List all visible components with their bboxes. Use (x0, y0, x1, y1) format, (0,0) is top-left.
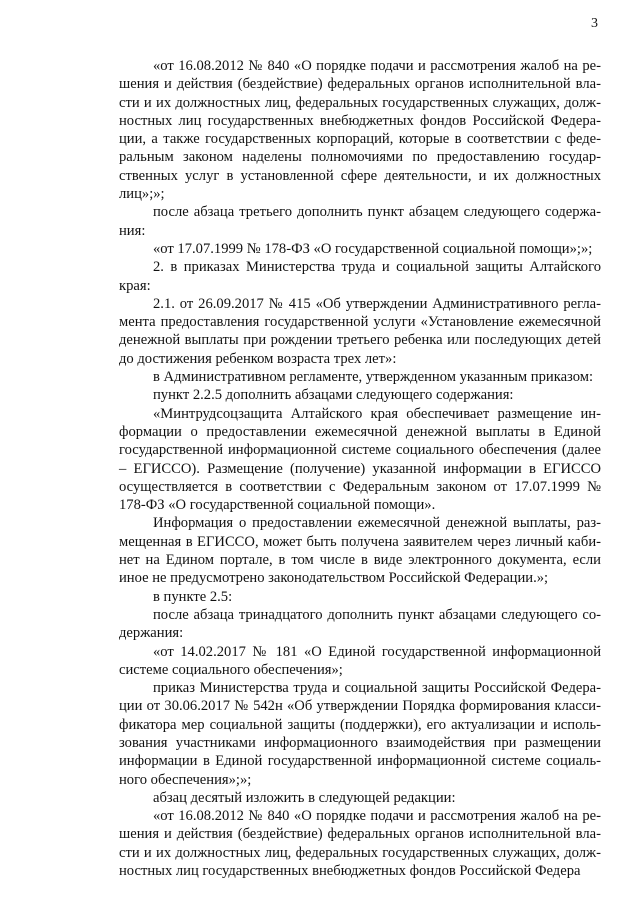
paragraph-14: абзац десятый изложить в следующей редакции: (153, 789, 456, 806)
page-number: 3 (591, 16, 598, 31)
paragraph-3: «от 17.07.1999 № 178-ФЗ «О государственной социальной помощи»;»; (153, 240, 593, 257)
paragraph-4: 2. в приказах Министерства труда и социальной защиты Алтайского края: (119, 259, 601, 294)
document-body (119, 57, 601, 880)
paragraph-12: «от 14.02.2017 № 181 «О Единой государственной информационной системе социального обеспечения»; (119, 643, 601, 678)
paragraph-1: «от 16.08.2012 № 840 «О порядке подачи и рассмотрения жалоб на решения и действия (бездействие) федеральных органов исполнительной власти и их должностных лиц, федеральных государственных служащих, должностных лиц государственных внебюджетных фондов Российской Федерации, а также государственных корпораций, которые в соответствии с федеральным законом наделены полномочиями по предоставлению государственных услуг в установленной сфере деятельности, и их должностных лиц»;»; (119, 58, 601, 203)
paragraph-8: «Минтрудсоцзащита Алтайского края обеспечивает размещение информации о предоставлении ежемесячной денежной выплаты в Единой государственной информационной системе социального обеспечения (далее – ЕГИССО). Размещение (получение) указанной информации в ЕГИССО осуществляется в соответствии с Федеральным законом от 17.07.1999 № 178-ФЗ «О государственной социальной помощи». (119, 405, 601, 514)
paragraph-5: 2.1. от 26.09.2017 № 415 «Об утверждении Административного регламента предоставления государственной услуги «Установление ежемесячной денежной выплаты при рождении третьего ребенка или последующих детей до достижения ребенком возраста трех лет»: (119, 295, 601, 367)
paragraph-11: после абзаца тринадцатого дополнить пункт абзацами следующего содержания: (119, 606, 601, 642)
paragraph-7: пункт 2.2.5 дополнить абзацами следующего содержания: (153, 387, 514, 404)
paragraph-13: приказ Министерства труда и социальной защиты Российской Федерации от 30.06.2017 № 542н «Об утверждении Порядка формирования классификатора мер социальной защиты (поддержки), его актуализации и использования участниками информационного взаимодействия при размещении информации в Единой государственной информационной системе социального обеспечения»;»; (119, 680, 601, 788)
paragraph-15: «от 16.08.2012 № 840 «О порядке подачи и рассмотрения жалоб на решения и действия (бездействие) федеральных органов исполнительной власти и их должностных лиц, федеральных государственных служащих, должностных лиц государственных внебюджетных фондов Российской Федера (119, 808, 601, 880)
paragraph-2: после абзаца третьего дополнить пункт абзацем следующего содержания: (119, 204, 601, 239)
paragraph-10: в пункте 2.5: (153, 588, 233, 605)
paragraph-9: Информация о предоставлении ежемесячной денежной выплаты, размещенная в ЕГИССО, может быть получена заявителем через личный кабинет на Едином портале, в том числе в виде электронного документа, если иное не предусмотрено законодательством Российской Федерации.»; (119, 515, 601, 587)
paragraph-6: в Административном регламенте, утвержденном указанным приказом: (153, 369, 594, 386)
